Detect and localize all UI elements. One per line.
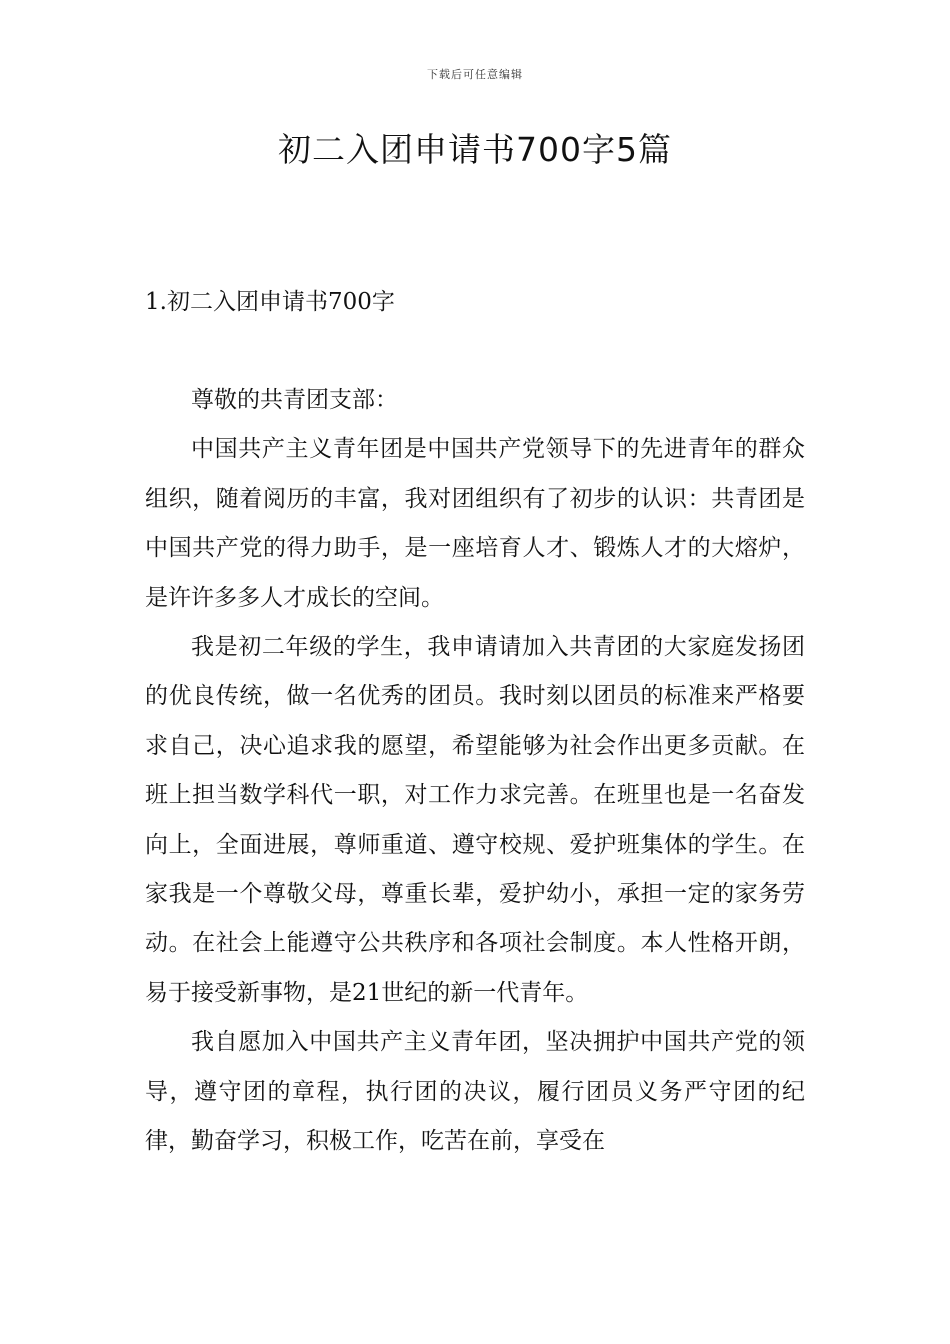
header-note: 下载后可任意编辑 <box>427 68 523 81</box>
paragraph-1: 中国共产主义青年团是中国共产党领导下的先进青年的群众组织，随着阅历的丰富，我对团组织有了初步的认识：共青团是中国共产党的得力助手，是一座培育人才、锻炼人才的大熔炉，是许许多多人才成长的空间。 <box>145 436 805 611</box>
paragraph-2: 我是初二年级的学生，我申请请加入共青团的大家庭发扬团的优良传统，做一名优秀的团员。我时刻以团员的标准来严格要求自己，决心追求我的愿望，希望能够为社会作出更多贡献。在班上担当数学科代一职，对工作力求完善。在班里也是一名奋发向上，全面进展，尊师重道、遵守校规、爱护班集体的学生。在家我是一个尊敬父母，尊重长辈，爱护幼小，承担一定的家务劳动。在社会上能遵守公共秩序和各项社会制度。本人性格开朗，易于接受新事物，是21世纪的新一代青年。 <box>145 634 805 1006</box>
salutation: 尊敬的共青团支部： <box>191 387 398 413</box>
letter-body <box>145 376 805 1167</box>
paragraph-3: 我自愿加入中国共产主义青年团，坚决拥护中国共产党的领导，遵守团的章程，执行团的决议，履行团员义务严守团的纪律，勤奋学习，积极工作，吃苦在前，享受在 <box>145 1029 805 1155</box>
section-heading: 1.初二入团申请书700字 <box>145 289 395 315</box>
document-title: 初二入团申请书700字5篇 <box>278 130 672 169</box>
